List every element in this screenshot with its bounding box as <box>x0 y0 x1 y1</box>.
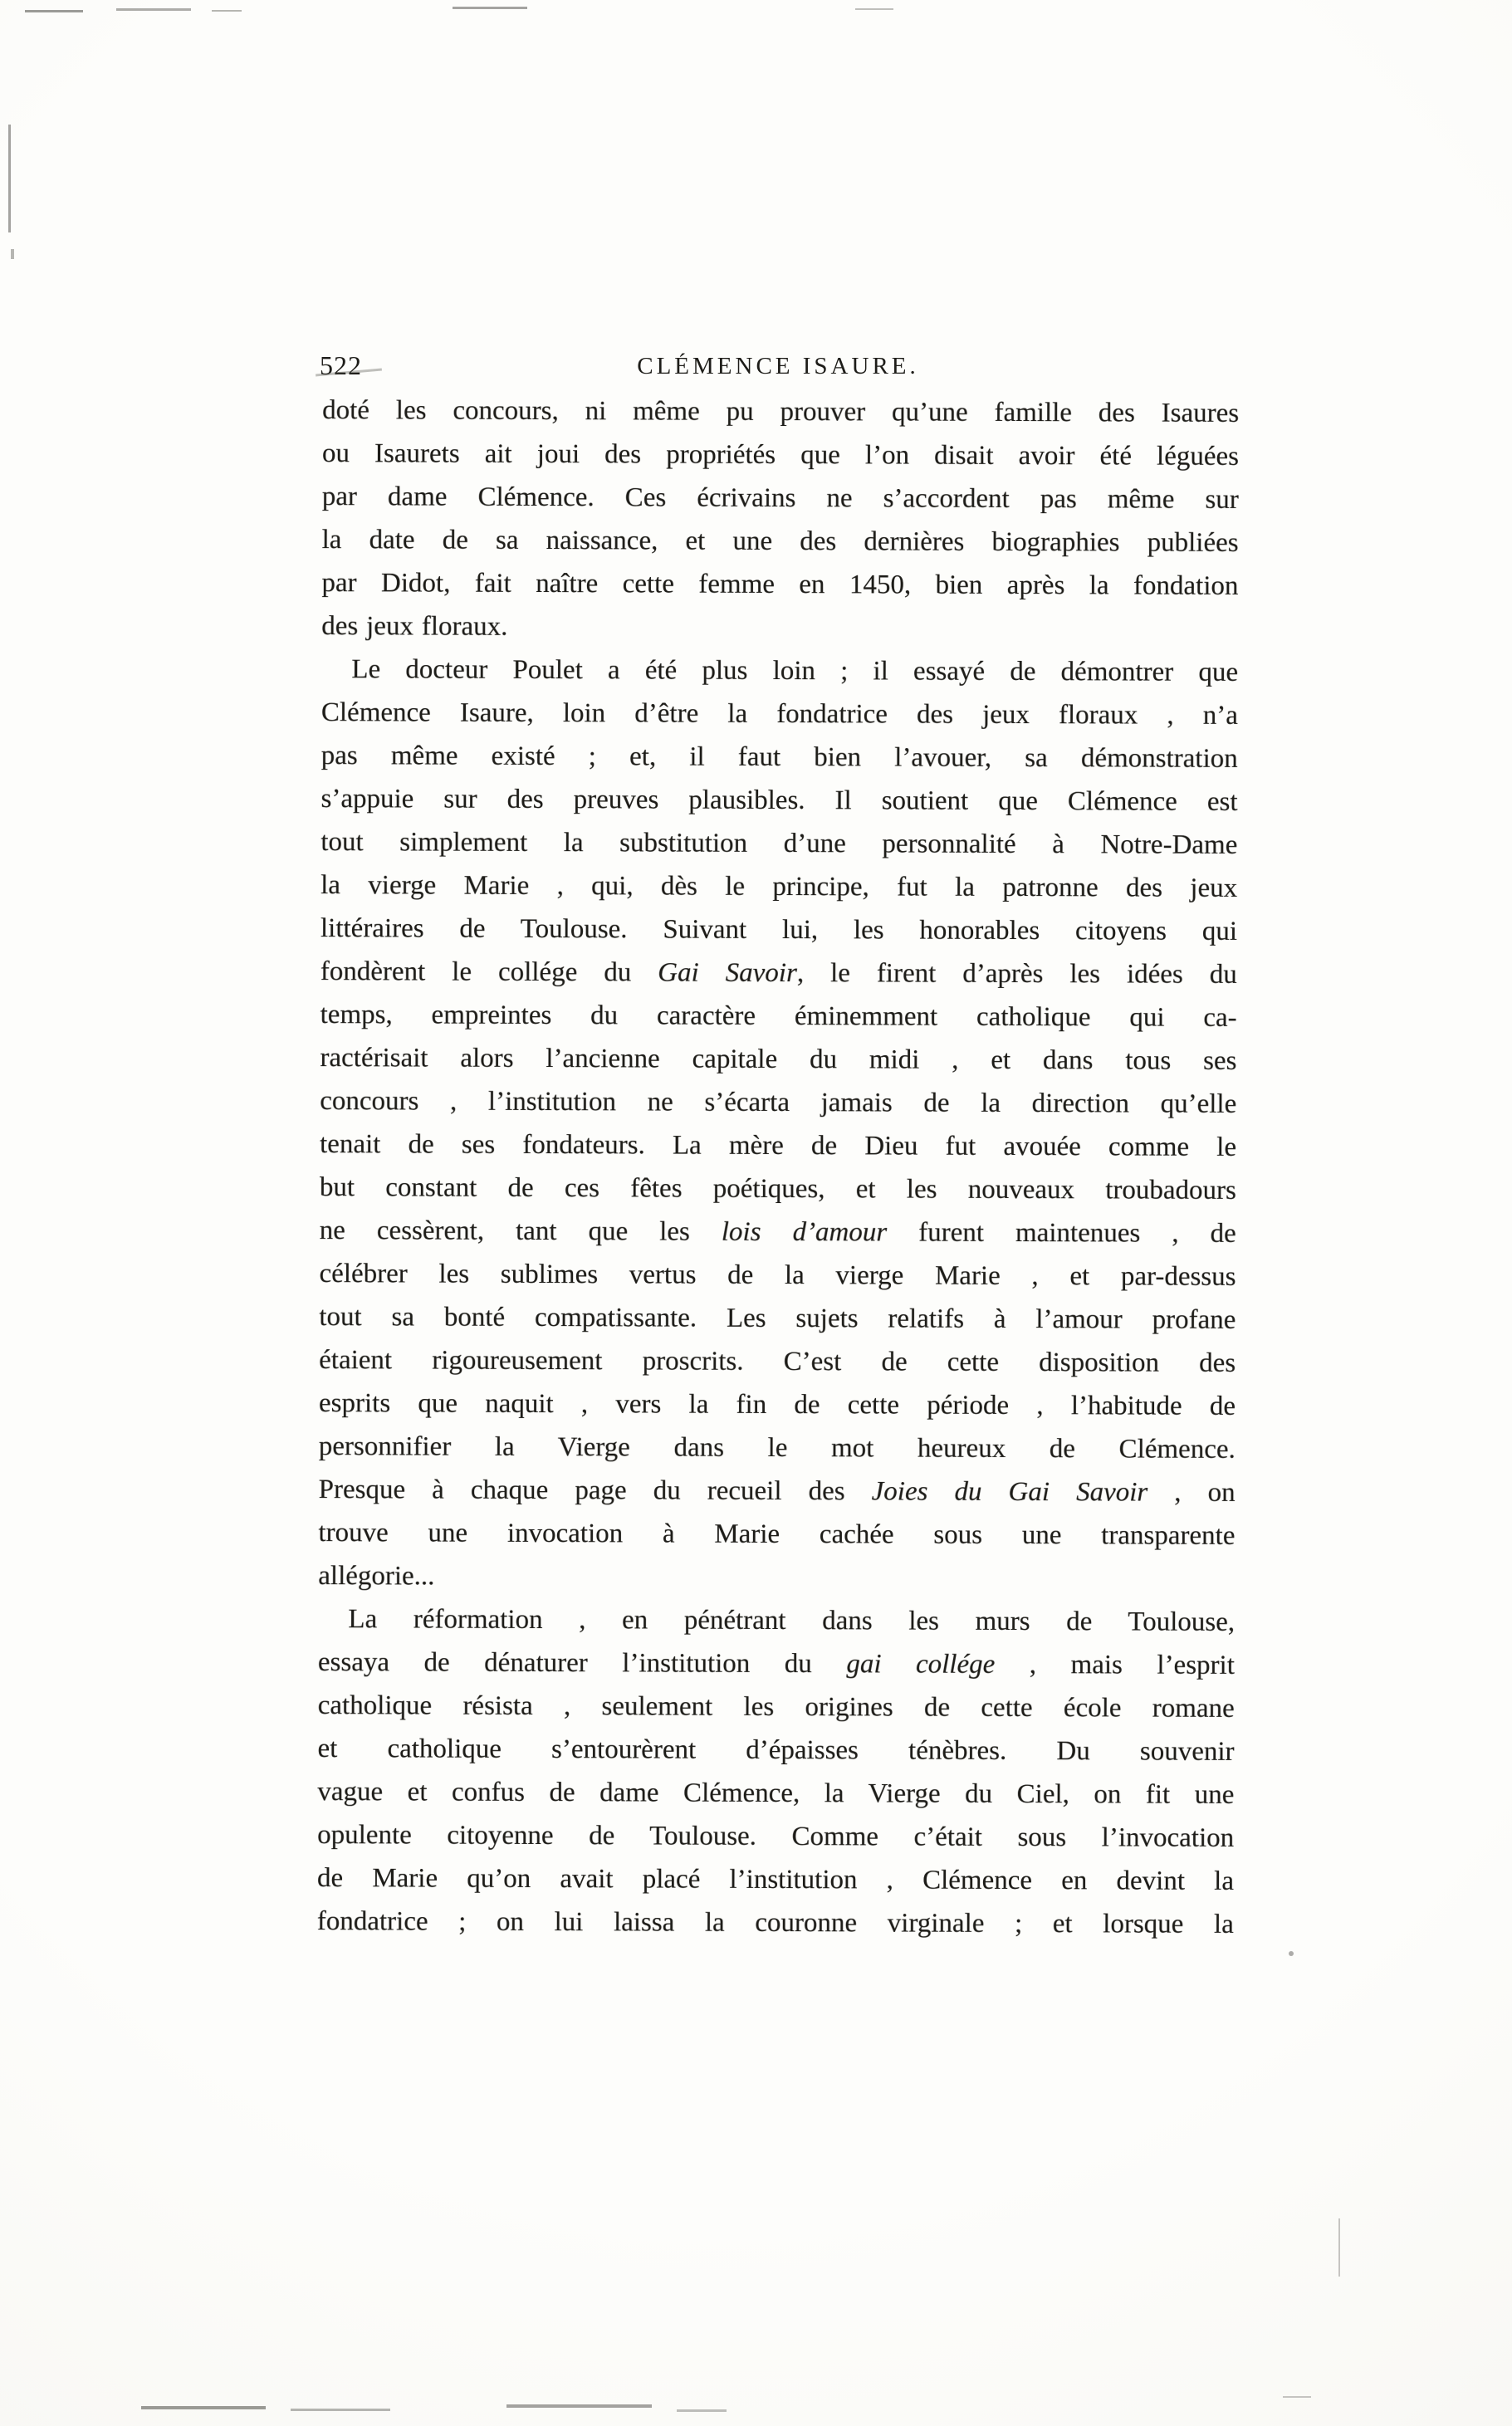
text-line <box>322 475 1239 521</box>
text-segment: la vierge Marie , qui, dès le principe, fut la patronne des jeux <box>321 870 1238 903</box>
text-line <box>319 1338 1236 1385</box>
text-line <box>317 1727 1234 1773</box>
text-line <box>318 1684 1235 1730</box>
text-line <box>319 1468 1236 1514</box>
text-segment: fondatrice ; on lui laissa la couronne virginale ; et lorsque la <box>316 1906 1234 1939</box>
text-segment: furent maintenues , de <box>887 1217 1236 1249</box>
scan-artifact-left-line <box>8 125 11 232</box>
text-segment: fondèrent le collége du <box>320 956 658 988</box>
text-segment: ractérisait alors l’ancienne capitale du midi , et dans tous ses <box>320 1043 1237 1076</box>
scan-artifact-left-dot <box>11 249 14 259</box>
scan-artifact-top-dash <box>855 8 893 10</box>
text-line <box>319 1252 1236 1299</box>
text-segment: la date de sa naissance, et une des dernières biographies publiées <box>321 525 1239 558</box>
text-line <box>320 1036 1236 1083</box>
italic-text-segment: Gai Savoir <box>658 957 797 989</box>
text-segment: tout simplement la substitution d’une personnalité à Notre-Dame <box>321 827 1238 860</box>
text-line <box>317 1813 1234 1860</box>
text-line <box>317 1900 1234 1946</box>
paragraph <box>317 1597 1235 1946</box>
text-line <box>321 691 1238 737</box>
italic-text-segment: gai collége <box>846 1649 996 1680</box>
text-segment: et catholique s’entourèrent d’épaisses ténèbres. Du souvenir <box>317 1734 1235 1767</box>
text-segment: catholique résista , seulement les origines de cette école romane <box>317 1690 1235 1724</box>
text-segment: concours , l’institution ne s’écarta jamais de la direction qu’elle <box>320 1086 1237 1119</box>
text-segment: opulente citoyenne de Toulouse. Comme c’était sous l’invocation <box>317 1820 1235 1853</box>
text-block <box>317 389 1240 1946</box>
text-line <box>322 432 1239 478</box>
text-segment: La réformation , en pénétrant dans les murs de Toulouse, <box>348 1604 1236 1637</box>
text-line <box>320 1166 1236 1212</box>
scan-artifact-top-dash <box>116 8 191 11</box>
text-line <box>321 950 1237 996</box>
text-segment: trouve une invocation à Marie cachée sous une transparente <box>318 1518 1236 1551</box>
text-segment: ou Isaurets ait joui des propriétés que l’on disait avoir été léguées <box>321 438 1240 472</box>
text-segment: pas même existé ; et, il faut bien l’avouer, sa démonstration <box>321 741 1238 774</box>
text-segment: allégorie... <box>318 1561 435 1592</box>
text-segment: littéraires de Toulouse. Suivant lui, les honorables citoyens qui <box>320 913 1238 946</box>
text-segment: personnifier la Vierge dans le mot heureux de Clémence. <box>318 1431 1236 1465</box>
text-segment: par Didot, fait naître cette femme en 1450, bien après la fondation <box>321 568 1239 601</box>
text-segment: , on <box>1147 1477 1236 1508</box>
text-line <box>317 1856 1234 1903</box>
text-segment: tenait de ses fondateurs. La mère de Dieu fut avouée comme le <box>320 1129 1237 1162</box>
text-line <box>318 1554 1235 1601</box>
text-segment: Le docteur Poulet a été plus loin ; il essayé de démontrer que <box>351 654 1239 687</box>
text-line <box>317 1770 1234 1817</box>
scan-artifact-bottom-dash <box>1283 2396 1311 2398</box>
scan-artifact-bottom-dash <box>506 2404 652 2408</box>
scan-artifact-right-line <box>1338 2218 1340 2277</box>
text-line <box>321 734 1238 780</box>
paragraph <box>321 389 1239 651</box>
page-number: 522 <box>320 350 362 380</box>
text-line <box>321 777 1237 824</box>
text-segment: par dame Clémence. Ces écrivains ne s’accordent pas même sur <box>321 482 1239 515</box>
text-segment: étaient rigoureusement proscrits. C’est de cette disposition des <box>319 1345 1236 1378</box>
text-line <box>318 1641 1235 1687</box>
text-line <box>321 907 1237 953</box>
text-segment: , mais l’esprit <box>995 1649 1235 1680</box>
italic-text-segment: lois d’amour <box>721 1216 888 1248</box>
text-segment: essaya de dénaturer l’institution du <box>317 1647 847 1680</box>
text-line <box>321 561 1238 608</box>
text-line <box>321 604 1238 651</box>
text-segment: temps, empreintes du caractère éminemment catholique qui ca- <box>320 1000 1237 1033</box>
text-segment: doté les concours, ni même pu prouver qu’une famille des Isaures <box>322 395 1240 428</box>
scan-artifact-bottom-dash <box>291 2409 390 2411</box>
text-segment: s’appuie sur des preuves plausibles. Il soutient que Clémence est <box>321 784 1238 817</box>
text-line <box>320 1079 1236 1126</box>
text-line <box>318 1597 1235 1644</box>
text-segment: vague et confus de dame Clémence, la Vierge du Ciel, on fit une <box>317 1777 1235 1810</box>
text-segment: de Marie qu’on avait placé l’institution , Clémence en devint la <box>316 1863 1235 1896</box>
text-segment: but constant de ces fêtes poétiques, et les nouveaux troubadours <box>319 1172 1236 1206</box>
text-line <box>319 1425 1236 1471</box>
scan-artifact-bottom-dash <box>141 2406 266 2409</box>
paragraph <box>318 648 1238 1601</box>
text-line <box>320 1209 1236 1255</box>
text-segment: , le firent d’après les idées du <box>796 958 1237 990</box>
text-line <box>321 820 1237 867</box>
text-segment: Clémence Isaure, loin d’être la fondatrice des jeux floraux , n’a <box>321 697 1238 731</box>
scan-artifact-right-dot <box>1289 1951 1294 1956</box>
text-segment: Presque à chaque page du recueil des <box>318 1475 872 1507</box>
text-line <box>318 1511 1235 1558</box>
text-line <box>320 1123 1236 1169</box>
text-line <box>321 993 1237 1039</box>
text-segment: ne cessèrent, tant que les <box>319 1215 722 1247</box>
text-line <box>319 1295 1236 1342</box>
text-line <box>321 863 1237 910</box>
text-segment: esprits que naquit , vers la fin de cette période , l’habitude de <box>318 1388 1236 1421</box>
text-segment: tout sa bonté compatissante. Les sujets relatifs à l’amour profane <box>319 1302 1236 1335</box>
text-segment: des jeux floraux. <box>321 611 508 642</box>
scan-artifact-top-dash <box>453 7 527 9</box>
text-line <box>322 389 1239 435</box>
text-segment: célébrer les sublimes vertus de la vierge Marie , et par-dessus <box>319 1259 1236 1292</box>
scan-artifact-bottom-dash <box>677 2409 727 2412</box>
text-line <box>319 1382 1236 1428</box>
text-line <box>321 648 1238 694</box>
italic-text-segment: Joies du Gai Savoir <box>871 1476 1148 1508</box>
scan-artifact-top-dash <box>212 10 242 12</box>
running-title: CLÉMENCE ISAURE. <box>637 353 919 379</box>
page-header <box>320 349 1236 392</box>
text-line <box>322 518 1239 565</box>
scan-artifact-top-dash <box>25 10 83 12</box>
